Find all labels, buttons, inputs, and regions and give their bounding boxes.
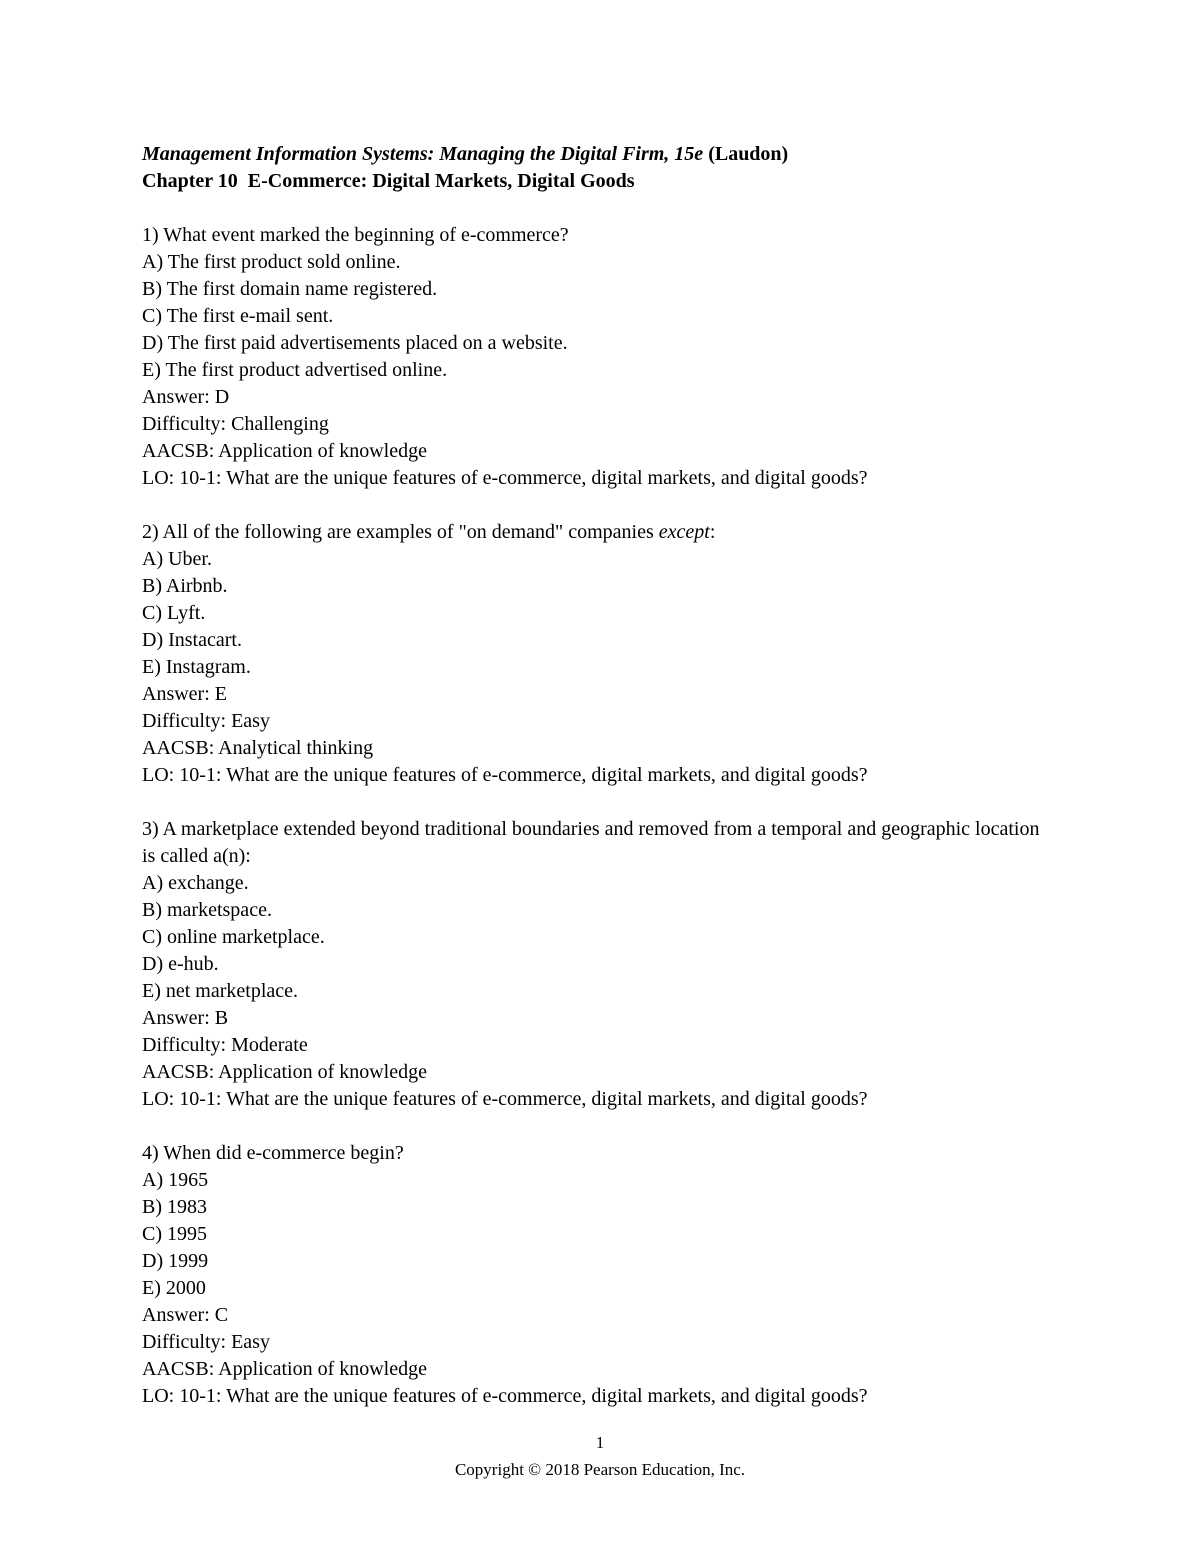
question-2	[142, 519, 1042, 789]
aacsb-tag: AACSB: Application of knowledge	[142, 440, 427, 462]
question-3	[142, 816, 1042, 1113]
answer-option-d: D) 1999	[142, 1250, 209, 1272]
answer-option-b: B) The first domain name registered.	[142, 278, 438, 300]
answer-option-b: B) 1983	[142, 1196, 207, 1218]
answer-option-e: E) net marketplace.	[142, 980, 299, 1002]
chapter-title: E-Commerce: Digital Markets, Digital Goods	[247, 170, 635, 192]
aacsb-tag: AACSB: Application of knowledge	[142, 1358, 427, 1380]
question-stem: 4) When did e-commerce begin?	[142, 1142, 404, 1164]
answer-option-b: B) Airbnb.	[142, 575, 228, 597]
chapter-heading	[142, 168, 1042, 195]
book-author: (Laudon)	[708, 143, 789, 165]
question-4	[142, 1140, 1042, 1410]
question-stem: 3) A marketplace extended beyond traditional boundaries and removed from a temporal and geographic location is called a(n):	[142, 818, 1040, 867]
learning-objective: LO: 10-1: What are the unique features of e-commerce, digital markets, and digital goods?	[142, 467, 868, 489]
page-number: 1	[595, 1433, 605, 1452]
learning-objective: LO: 10-1: What are the unique features of e-commerce, digital markets, and digital goods?	[142, 1385, 868, 1407]
difficulty: Difficulty: Challenging	[142, 413, 329, 435]
correct-answer: Answer: E	[142, 683, 227, 705]
answer-option-a: A) Uber.	[142, 548, 212, 570]
copyright-notice: Copyright © 2018 Pearson Education, Inc.	[454, 1460, 746, 1479]
answer-option-a: A) 1965	[142, 1169, 209, 1191]
question-stem	[142, 519, 1042, 546]
question-stem-colon: :	[709, 521, 716, 543]
answer-option-e: E) The first product advertised online.	[142, 359, 448, 381]
page-content	[142, 141, 1042, 1410]
aacsb-tag: AACSB: Analytical thinking	[142, 737, 374, 759]
book-title: Management Information Systems: Managing the Digital Firm, 15e	[142, 143, 704, 165]
difficulty: Difficulty: Moderate	[142, 1034, 308, 1056]
question-stem: 1) What event marked the beginning of e-commerce?	[142, 224, 569, 246]
answer-option-c: C) 1995	[142, 1223, 207, 1245]
learning-objective: LO: 10-1: What are the unique features of e-commerce, digital markets, and digital goods?	[142, 1088, 868, 1110]
difficulty: Difficulty: Easy	[142, 1331, 270, 1353]
answer-option-a: A) The first product sold online.	[142, 251, 401, 273]
question-1	[142, 222, 1042, 492]
answer-option-c: C) The first e-mail sent.	[142, 305, 334, 327]
correct-answer: Answer: C	[142, 1304, 229, 1326]
answer-option-b: B) marketspace.	[142, 899, 272, 921]
difficulty: Difficulty: Easy	[142, 710, 270, 732]
correct-answer: Answer: D	[142, 386, 230, 408]
answer-option-d: D) Instacart.	[142, 629, 242, 651]
answer-option-c: C) online marketplace.	[142, 926, 325, 948]
answer-option-e: E) Instagram.	[142, 656, 251, 678]
learning-objective: LO: 10-1: What are the unique features of e-commerce, digital markets, and digital goods?	[142, 764, 868, 786]
question-stem-text: 2) All of the following are examples of "on demand" companies	[142, 521, 659, 543]
answer-option-d: D) e-hub.	[142, 953, 219, 975]
answer-option-e: E) 2000	[142, 1277, 206, 1299]
question-stem-emphasis: except	[658, 521, 710, 543]
answer-option-d: D) The first paid advertisements placed on a website.	[142, 332, 568, 354]
answer-option-c: C) Lyft.	[142, 602, 206, 624]
correct-answer: Answer: B	[142, 1007, 229, 1029]
aacsb-tag: AACSB: Application of knowledge	[142, 1061, 427, 1083]
book-title-line	[142, 141, 1042, 168]
chapter-number: Chapter 10	[142, 170, 238, 192]
answer-option-a: A) exchange.	[142, 872, 249, 894]
